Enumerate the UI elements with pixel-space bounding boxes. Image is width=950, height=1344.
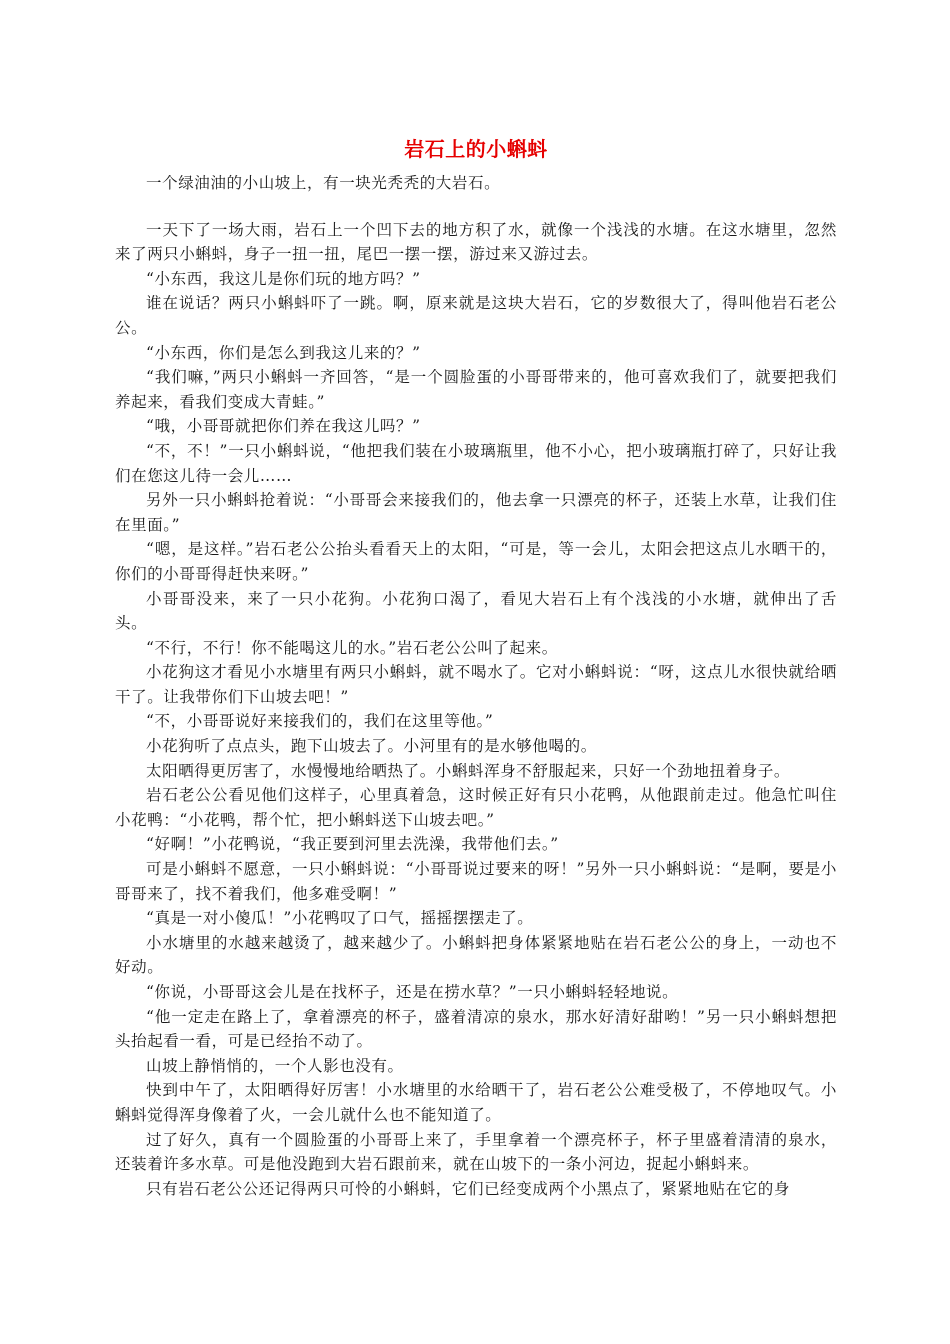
paragraph: 小花狗听了点点头，跑下山坡去了。小河里有的是水够他喝的。	[146, 737, 597, 756]
paragraph: “不，小哥哥说好来接我们的，我们在这里等他。”	[146, 712, 494, 731]
paragraph: 一个绿油油的小山坡上，有一块光秃秃的大岩石。	[146, 174, 501, 192]
paragraph: “小东西，你们是怎么到我这儿来的？”	[146, 343, 421, 362]
paragraph: “真是一对小傻瓜！”小花鸭叹了口气，摇摇摆摆走了。	[146, 909, 534, 928]
paragraph: “哦，小哥哥就把你们养在我这儿吗？”	[146, 417, 421, 436]
paragraph: 山坡上静悄悄的，一个人影也没有。	[146, 1056, 404, 1075]
paragraph: 太阳晒得更厉害了，水慢慢地给晒热了。小蝌蚪浑身不舒服起来，只好一个劲地扭着身子。	[146, 761, 791, 780]
paragraph: 可是小蝌蚪不愿意，一只小蝌蚪说：“小哥哥说过要来的呀！”另外一只小蝌蚪说：“是啊，要是小哥哥来了，找不着我们，他多难受啊！”	[115, 860, 837, 903]
paragraph: 小哥哥没来，来了一只小花狗。小花狗口渴了，看见大岩石上有个浅浅的小水塘，就伸出了舌头。	[115, 589, 837, 633]
paragraph: 一天下了一场大雨，岩石上一个凹下去的地方积了水，就像一个浅浅的水塘。在这水塘里，忽然来了两只小蝌蚪，身子一扭一扭，尾巴一摆一摆，游过来又游过去。	[115, 220, 837, 264]
document-body	[115, 171, 837, 1201]
paragraph: “他一定走在路上了，拿着漂亮的杯子，盛着清凉的泉水，那水好清好甜哟！”另一只小蝌蚪想把头抬起看一看，可是已经抬不动了。	[115, 1007, 837, 1051]
paragraph: 只有岩石老公公还记得两只可怜的小蝌蚪，它们已经变成两个小黑点了，紧紧地贴在它的身	[146, 1179, 791, 1198]
paragraph: “不，不！”一只小蝌蚪说，“他把我们装在小玻璃瓶里，他不小心，把小玻璃瓶打碎了，只好让我们在您这儿待一会儿……	[115, 441, 837, 485]
paragraph: “不行，不行！你不能喝这儿的水。”岩石老公公叫了起来。	[146, 638, 558, 657]
paragraph: 谁在说话？两只小蝌蚪吓了一跳。啊，原来就是这块大岩石，它的岁数很大了，得叫他岩石老公公。	[115, 294, 837, 337]
paragraph: 小水塘里的水越来越烫了，越来越少了。小蝌蚪把身体紧紧地贴在岩石老公公的身上，一动也不好动。	[115, 933, 837, 977]
document-page	[115, 135, 837, 1201]
paragraph: “好啊！”小花鸭说，“我正要到河里去洗澡，我带他们去。”	[146, 835, 559, 854]
paragraph: “你说，小哥哥这会儿是在找杯子，还是在捞水草？”一只小蝌蚪轻轻地说。	[146, 983, 679, 1001]
paragraph: 小花狗这才看见小水塘里有两只小蝌蚪，就不喝水了。它对小蝌蚪说：“呀，这点儿水很快就给晒干了。让我带你们下山坡去吧！”	[115, 663, 837, 706]
paragraph: 快到中午了，太阳晒得好厉害！小水塘里的水给晒干了，岩石老公公难受极了，不停地叹气。小蝌蚪觉得浑身像着了火，一会儿就什么也不能知道了。	[115, 1081, 837, 1124]
paragraph: “小东西，我这儿是你们玩的地方吗？”	[146, 269, 421, 288]
paragraph: 过了好久，真有一个圆脸蛋的小哥哥上来了，手里拿着一个漂亮杯子，杯子里盛着清清的泉水，还装着许多水草。可是他没跑到大岩石跟前来，就在山坡下的一条小河边，捉起小蝌蚪来。	[115, 1130, 837, 1174]
paragraph: 岩石老公公看见他们这样子，心里真着急，这时候正好有只小花鸭，从他跟前走过。他急忙叫住小花鸭：“小花鸭，帮个忙，把小蝌蚪送下山坡去吧。”	[115, 786, 837, 829]
document-title: 岩石上的小蝌蚪	[404, 137, 548, 161]
paragraph: 另外一只小蝌蚪抢着说：“小哥哥会来接我们的，他去拿一只漂亮的杯子，还装上水草，让我们住在里面。”	[115, 491, 837, 534]
paragraph: “嗯，是这样。”岩石老公公抬头看看天上的太阳，“可是，等一会儿，太阳会把这点儿水晒干的，你们的小哥哥得赶快来呀。”	[115, 540, 837, 583]
paragraph: “我们嘛，”两只小蝌蚪一齐回答，“是一个圆脸蛋的小哥哥带来的，他可喜欢我们了，就要把我们养起来，看我们变成大青蛙。”	[115, 368, 837, 411]
